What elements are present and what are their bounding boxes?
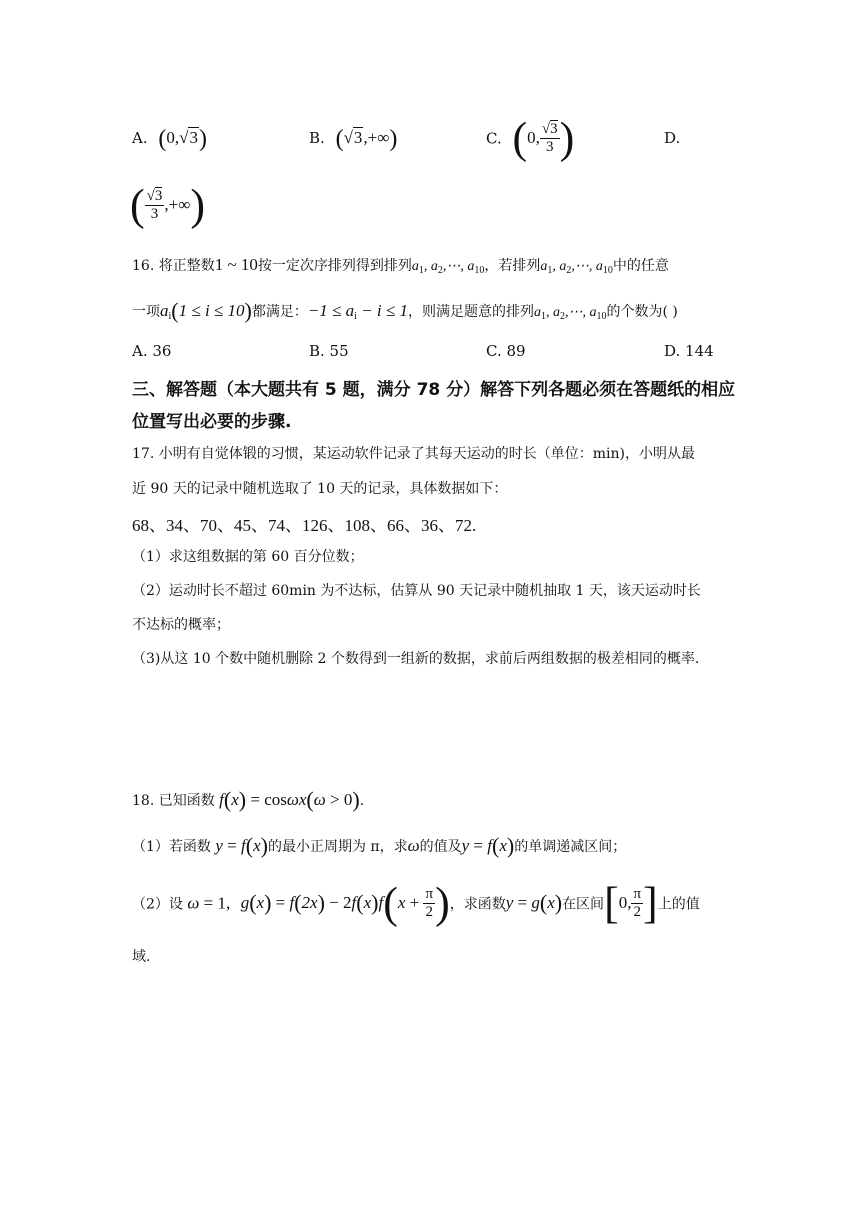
q16-text: 16. 将正整数 (132, 258, 215, 274)
q16-sequence: $a_1$, $a_2,\cdots$, $a_{10}$ (533, 305, 607, 322)
q18-g-definition: g(x) = f(2x) − 2f(x)f(x + $\frac{\pi}{2}$ ) (240, 879, 450, 928)
q18-text: （2）设 (132, 896, 183, 913)
q16-text: 都满足： (251, 304, 308, 320)
q17-part-2-line-1: （2）运动时长不超过 60min 为不达标，估算从 90 天记录中随机抽取 1 天，该天运动时长 (132, 583, 701, 599)
section-3-heading-line-1: 三、解答题（本大题共有 5 题，满分 78 分）解答下列各题必须在答题纸的相应 (132, 380, 736, 400)
q18-intro (132, 787, 364, 813)
q15-option-a (132, 126, 207, 153)
q16-range: 1 ~ 10 (214, 255, 258, 274)
q16-option-a: A. 36 (132, 342, 172, 360)
q15-option-b (309, 126, 397, 153)
q17-line-1: 17. 小明有自觉体锻的习惯，某运动软件记录了其每天运动的时长（单位：min)，小明从最 (132, 446, 695, 462)
q16-option-b: B. 55 (309, 342, 349, 360)
q18-text: 18. 已知函数 (132, 793, 215, 809)
q16-text: 一项 (132, 304, 160, 320)
q18-part-2 (132, 878, 700, 929)
q16-sequence: $a_1$, $a_2,\cdots$, $a_{10}$ (540, 259, 613, 276)
q16-sequence: $a_1$, $a_2,\cdots$, $a_{10}$ (411, 259, 485, 276)
q18-text: . (359, 793, 365, 809)
q16-line-2 (132, 298, 678, 324)
q15-option-c (486, 113, 574, 164)
q16-condition: $a_i(1 \le i \le 10)$ (160, 298, 252, 323)
q18-text: 的最小正周期为 π，求 (267, 839, 408, 855)
q15-option-d (664, 129, 680, 147)
q18-text: （1）若函数 (132, 839, 211, 855)
q16-text: ，若排列 (484, 258, 541, 274)
q18-text: 上的值 (657, 896, 700, 913)
q18-text: 的值及 (419, 839, 462, 855)
q16-text: 中的任意 (612, 258, 669, 274)
q16-line-1 (132, 255, 669, 276)
q15-option-c-content: (0, $\frac{√3}{3}$ ) (512, 114, 575, 163)
q18-function-def: f(x) = cosωx(ω > 0) (219, 787, 360, 812)
q16-inequality: $-1 \le a_i - i \le 1$ (307, 301, 408, 322)
q18-interval: [0, $\frac{\pi}{2}$ ] (604, 879, 658, 928)
q17-data: 68、34、70、45、74、126、108、66、36、72. (132, 516, 477, 535)
q18-function-g: y = g(x) (505, 890, 563, 916)
q18-text: 的单调递减区间； (514, 839, 627, 855)
q18-function: y = f(x) (461, 833, 515, 858)
q17-part-1: （1）求这组数据的第 60 百分位数； (132, 549, 364, 565)
q18-function: y = f(x) (215, 833, 268, 858)
q18-part-2-line-2: 域. (132, 949, 151, 965)
q16-text: ，则满足题意的排列 (407, 304, 534, 320)
q15-option-b-label: B. (309, 129, 325, 147)
q18-part-1 (132, 833, 626, 859)
q15-option-b-content: (√3,+∞) (335, 126, 398, 152)
q18-text: 在区间 (562, 896, 605, 913)
q17-part-2-line-2: 不达标的概率； (132, 617, 230, 633)
q16-option-d: D. 144 (664, 342, 714, 360)
q16-option-c: C. 89 (486, 342, 526, 360)
q18-omega-value: ω = 1, (187, 893, 231, 913)
q17-line-2: 近 90 天的记录中随机选取了 10 天的记录，具体数据如下： (132, 481, 508, 497)
q15-option-a-label: A. (132, 129, 148, 147)
q18-text: ，求函数 (449, 896, 506, 913)
q15-option-a-content: (0,√3) (158, 126, 207, 152)
q15-option-d-label: D. (664, 129, 681, 147)
q15-option-c-label: C. (486, 129, 502, 148)
q18-omega: ω (407, 836, 420, 855)
q16-text: 按一定次序排列得到排列 (257, 258, 412, 274)
q16-text: 的个数为( ) (606, 304, 678, 320)
section-3-heading-line-2: 位置写出必要的步骤. (132, 412, 292, 432)
q17-part-3: （3)从这 10 个数中随机删除 2 个数得到一组新的数据，求前后两组数据的极差相同的概率. (132, 651, 700, 667)
q15-option-d-content: ( $\frac{√3}{3}$ ,+∞) (130, 181, 206, 230)
